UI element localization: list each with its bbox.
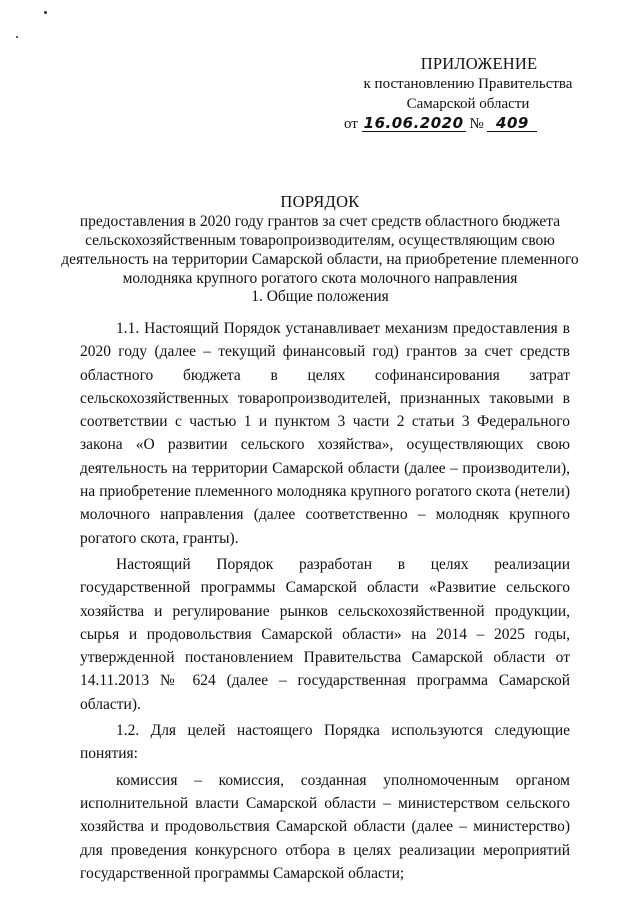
paragraph: 1.2. Для целей настоящего Порядка используются следующие понятия: <box>80 722 570 763</box>
scan-speck <box>44 11 47 14</box>
document-body <box>80 317 570 888</box>
appendix-heading: ПРИЛОЖЕНИЕ <box>420 54 538 73</box>
handwritten-date: 16.06.2020 <box>362 115 466 132</box>
paragraph: Настоящий Порядок разработан в целях реализации государственной программы Самарской области «Развитие сельского хозяйства и регулирование рынков сельскохозяйственной продукции, сырья и продовольствия Самарской области» на 2014 – 2025 годы, утвержденной постановлением Правительства Самарской области от 14.11.2013 № 624 (далее – государственная программа Самарской области). <box>80 555 570 713</box>
handwritten-number: 409 <box>487 115 537 132</box>
number-sign: № <box>469 116 484 132</box>
section-heading: 1. Общие положения <box>251 288 389 305</box>
appendix-line-2: Самарской области <box>406 96 530 112</box>
date-prefix: от <box>344 116 358 132</box>
paragraph: 1.1. Настоящий Порядок устанавливает механизм предоставления в 2020 году (далее – текущий финансовый год) грантов за счет средств областного бюджета в целях софинансирования затрат сельскохозяйственных товаропроизводителей, признанных таковыми в соответствии с частью 1 и пунктом 3 части 2 статьи 3 Федерального закона «О развитии сельского хозяйства», осуществляющих свою деятельность на территории Самарской области (далее – производители), на приобретение племенного молодняка крупного рогатого скота (нетели) молочного направления (далее соответственно – молодняк крупного рогатого скота, гранты). <box>80 320 570 547</box>
appendix-date-line <box>344 114 598 134</box>
title-heading: ПОРЯДОК <box>280 192 360 211</box>
appendix-block <box>338 54 598 134</box>
paragraph: комиссия – комиссия, созданная уполномоченным органом исполнительной власти Самарской области – министерством сельского хозяйства и продовольствия Самарской области (далее – министерство) для проведения конкурсного отбора в целях реализации мероприятий государственной программы Самарской области; <box>80 771 570 882</box>
appendix-line-1: к постановлению Правительства <box>363 76 573 92</box>
document-title <box>60 192 580 288</box>
title-subtitle: предоставления в 2020 году грантов за счет средств областного бюджета сельскохозяйственным товаропроизводителям, осуществляющим свою деятельность на территории Самарской области, на приобретение племенного молодняка крупного рогатого скота молочного направления <box>61 213 579 287</box>
scan-speck <box>16 36 18 38</box>
